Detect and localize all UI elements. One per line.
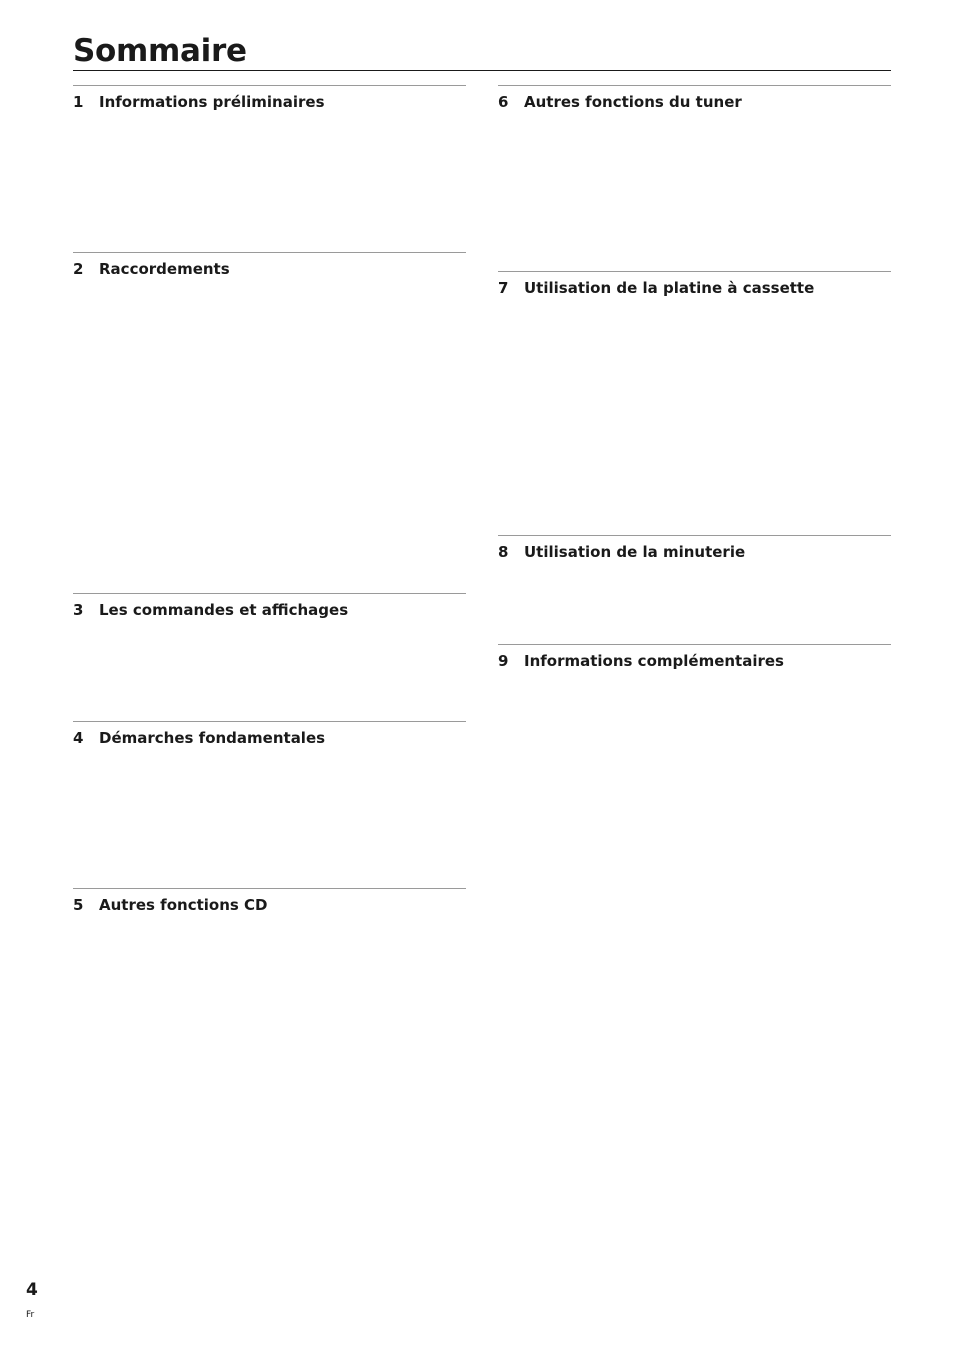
title-divider <box>73 70 891 71</box>
section-title: Informations complémentaires <box>524 652 784 670</box>
page-number: 4 <box>26 1280 38 1300</box>
toc-section-9[interactable] <box>498 644 891 670</box>
toc-section-5[interactable] <box>73 888 466 914</box>
section-number: 4 <box>73 729 84 747</box>
toc-section-2[interactable] <box>73 252 466 278</box>
section-title: Autres fonctions CD <box>99 896 268 914</box>
page-title: Sommaire <box>73 33 247 69</box>
language-code: Fr <box>26 1310 35 1320</box>
toc-section-3[interactable] <box>73 593 466 619</box>
section-number: 6 <box>498 93 509 111</box>
section-title: Informations préliminaires <box>99 93 325 111</box>
toc-section-7[interactable] <box>498 271 891 297</box>
section-title: Utilisation de la minuterie <box>524 543 746 561</box>
section-title: Autres fonctions du tuner <box>524 93 742 111</box>
toc-section-6[interactable] <box>498 85 891 111</box>
section-number: 8 <box>498 543 509 561</box>
toc-section-8[interactable] <box>498 535 891 561</box>
section-number: 9 <box>498 652 509 670</box>
section-title: Raccordements <box>99 260 230 278</box>
toc-section-4[interactable] <box>73 721 466 747</box>
section-number: 3 <box>73 601 84 619</box>
section-number: 5 <box>73 896 84 914</box>
section-number: 2 <box>73 260 84 278</box>
section-number: 1 <box>73 93 84 111</box>
section-title: Utilisation de la platine à cassette <box>524 279 815 297</box>
toc-section-1[interactable] <box>73 85 466 111</box>
section-title: Les commandes et affichages <box>99 601 349 619</box>
section-title: Démarches fondamentales <box>99 729 326 747</box>
section-number: 7 <box>498 279 509 297</box>
